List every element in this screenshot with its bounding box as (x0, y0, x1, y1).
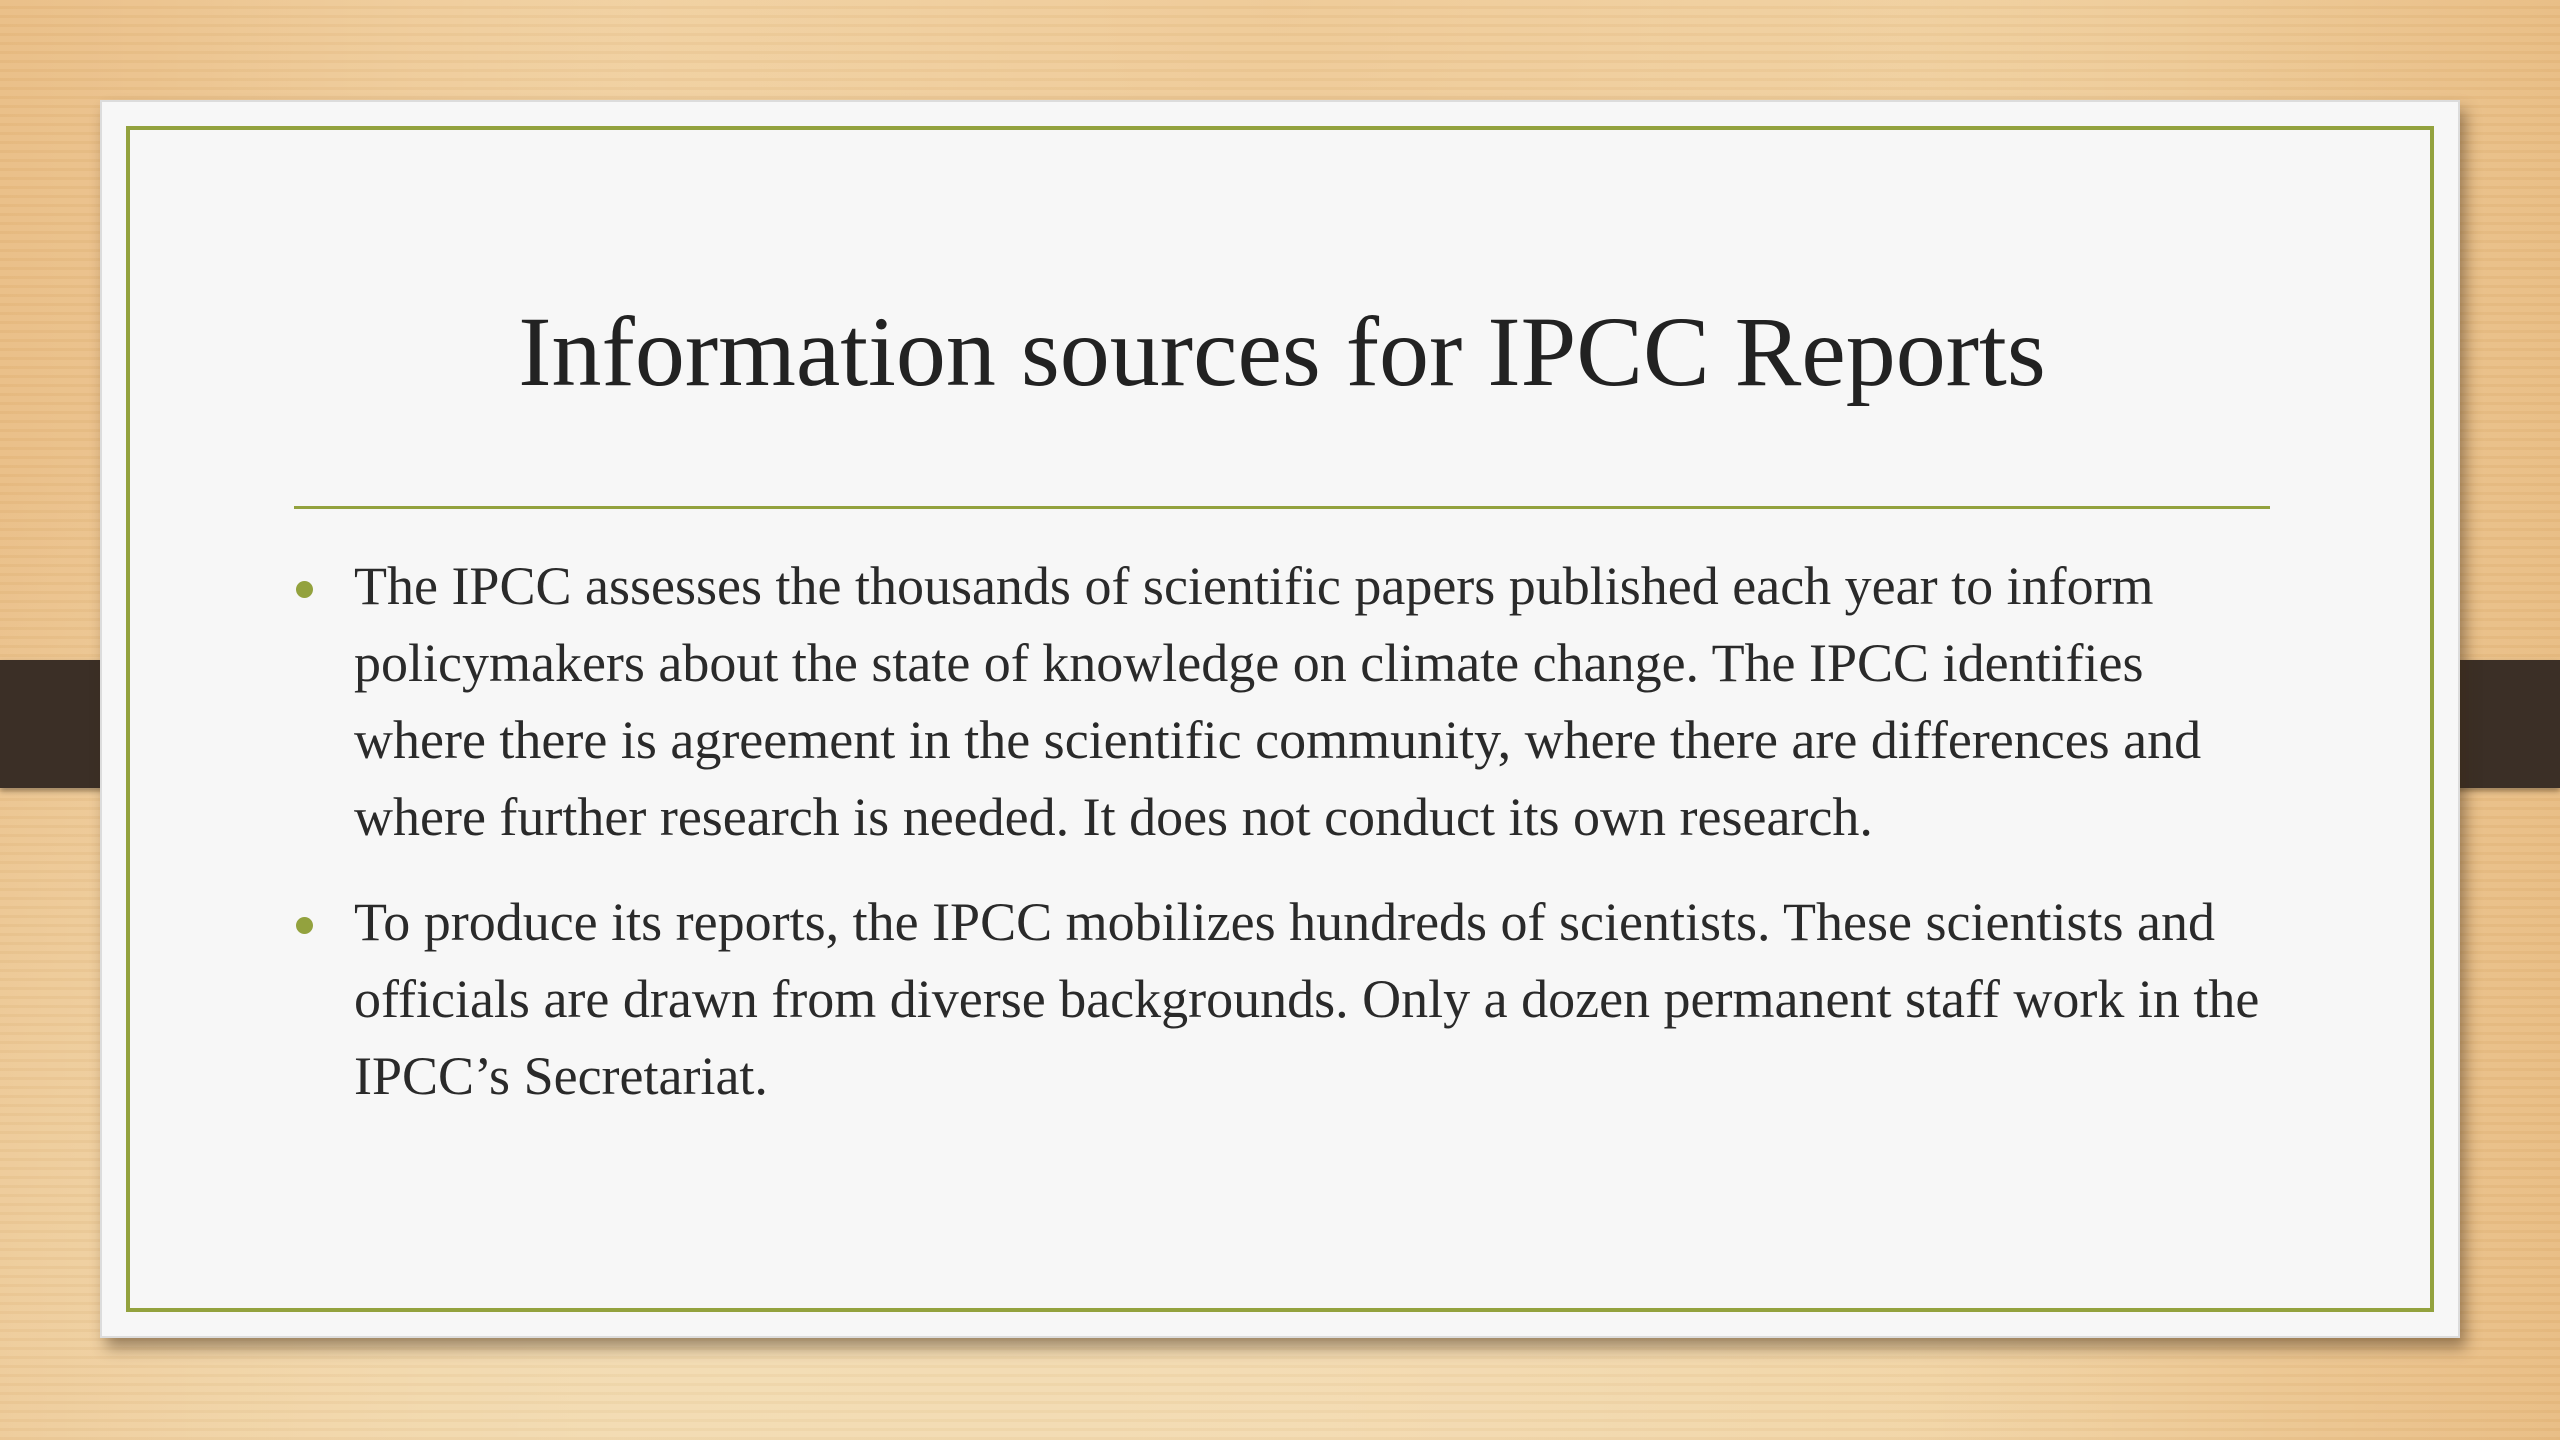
slide-title: Information sources for IPCC Reports (518, 296, 2046, 407)
title-divider (294, 506, 2270, 509)
slide-card (100, 100, 2460, 1338)
bullet-item (296, 548, 2286, 856)
bullet-text: The IPCC assesses the thousands of scientific papers published each year to inform policymakers about the state of knowledge on climate change. The IPCC identifies where there is agreement in the scientific community, where there are differences and where further research is needed. It does not conduct its own research. (354, 556, 2202, 847)
bullet-text: To produce its reports, the IPCC mobilizes hundreds of scientists. These scientists and officials are drawn from diverse backgrounds. Only a dozen permanent staff work in the IPCC’s Secretariat. (354, 892, 2260, 1106)
bullet-dot-icon (296, 581, 313, 598)
bullet-dot-icon (296, 917, 313, 934)
bullet-list (296, 548, 2286, 1143)
bullet-item (296, 884, 2286, 1115)
